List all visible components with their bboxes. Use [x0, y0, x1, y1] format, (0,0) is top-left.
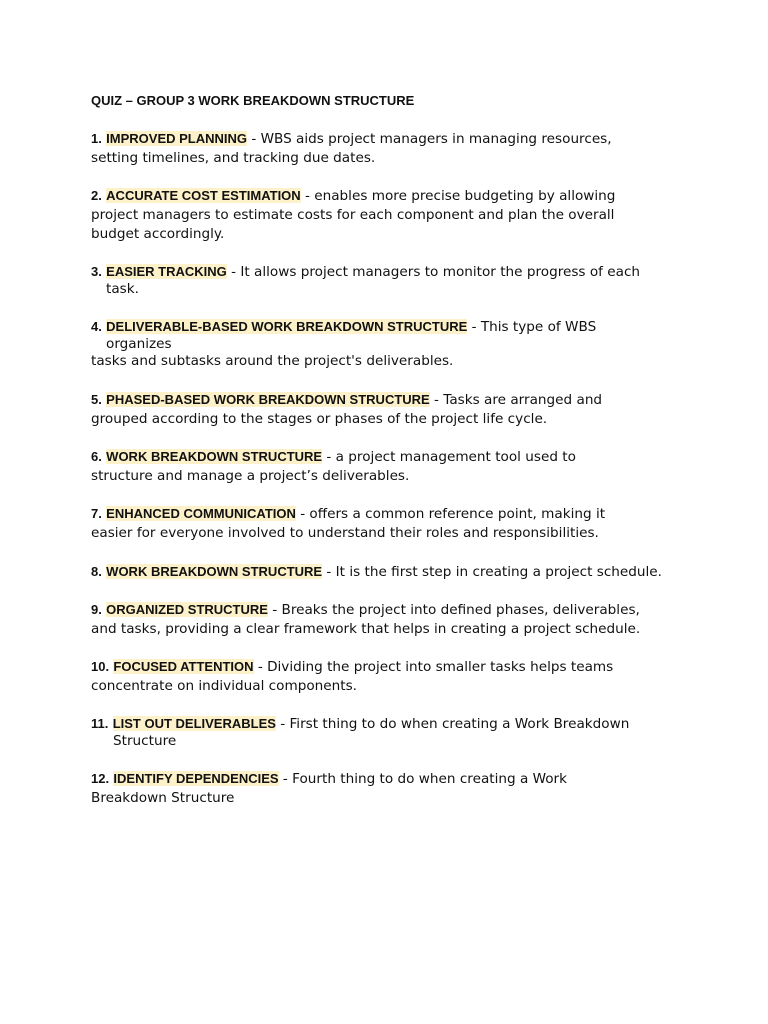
quiz-item-11 — [91, 714, 691, 749]
item-number: 5. — [91, 392, 102, 407]
quiz-item-4 — [91, 317, 691, 371]
item-term: IMPROVED PLANNING — [106, 131, 248, 146]
item-term: DELIVERABLE-BASED WORK BREAKDOWN STRUCTURE — [106, 319, 468, 334]
item-text-line: - Breaks the project into defined phases, deliverables, — [267, 602, 640, 618]
item-text-line: - Fourth thing to do when creating a Work — [278, 771, 568, 787]
item-number: 8. — [91, 564, 102, 579]
item-text-line: - offers a common reference point, making it — [295, 506, 606, 522]
item-number: 2. — [91, 188, 102, 203]
item-number: 6. — [91, 449, 102, 464]
quiz-item-5 — [91, 390, 691, 429]
item-text-line: tasks and subtasks around the project's deliverables. — [91, 353, 454, 369]
item-term: ACCURATE COST ESTIMATION — [106, 188, 301, 203]
item-term: WORK BREAKDOWN STRUCTURE — [106, 564, 323, 579]
quiz-item-12 — [91, 769, 691, 808]
quiz-item-10 — [91, 657, 691, 696]
item-text-line: - Dividing the project into smaller tasks helps teams — [253, 659, 614, 675]
item-term: ENHANCED COMMUNICATION — [106, 506, 296, 521]
quiz-item-3 — [91, 262, 691, 297]
item-number: 3. — [91, 264, 102, 279]
item-text-line: organizes — [106, 336, 172, 352]
item-text-line: - First thing to do when creating a Work Breakdown — [275, 716, 630, 732]
item-term: FOCUSED ATTENTION — [113, 659, 254, 674]
item-text-line: Structure — [113, 733, 177, 749]
item-text-line: structure and manage a project’s deliverables. — [91, 468, 410, 484]
item-text-line: - enables more precise budgeting by allowing — [300, 188, 616, 204]
item-text-line: easier for everyone involved to understand their roles and responsibilities. — [91, 525, 599, 541]
item-text-line: budget accordingly. — [91, 226, 225, 242]
item-term: PHASED-BASED WORK BREAKDOWN STRUCTURE — [106, 392, 430, 407]
item-number: 12. — [91, 771, 110, 786]
item-term: ORGANIZED STRUCTURE — [106, 602, 268, 617]
item-text-line: - a project management tool used to — [322, 449, 576, 465]
item-number: 10. — [91, 659, 110, 674]
item-term: EASIER TRACKING — [106, 264, 227, 279]
item-number: 9. — [91, 602, 102, 617]
item-text-line: task. — [106, 281, 139, 297]
item-term: LIST OUT DELIVERABLES — [112, 716, 276, 731]
item-text-line: Breakdown Structure — [91, 790, 235, 806]
quiz-item-2 — [91, 186, 691, 244]
item-text-line: - Tasks are arranged and — [429, 392, 603, 408]
item-text-line: concentrate on individual components. — [91, 678, 357, 694]
item-text-line: - It allows project managers to monitor the progress of each — [226, 264, 641, 280]
item-text-line: project managers to estimate costs for each component and plan the overall — [91, 207, 615, 223]
item-number: 1. — [91, 131, 102, 146]
item-text-line: - WBS aids project managers in managing resources, — [247, 131, 612, 147]
item-number: 11. — [91, 716, 109, 731]
item-text-line: - It is the first step in creating a project schedule. — [322, 564, 662, 580]
document-title: QUIZ – GROUP 3 WORK BREAKDOWN STRUCTURE — [91, 93, 415, 108]
item-term: IDENTIFY DEPENDENCIES — [113, 771, 279, 786]
quiz-item-7 — [91, 504, 691, 543]
item-text-line: grouped according to the stages or phases of the project life cycle. — [91, 411, 548, 427]
quiz-item-8 — [91, 562, 731, 582]
quiz-item-1 — [91, 129, 691, 168]
item-term: WORK BREAKDOWN STRUCTURE — [106, 449, 323, 464]
item-text-line: and tasks, providing a clear framework that helps in creating a project schedule. — [91, 621, 641, 637]
item-number: 7. — [91, 506, 102, 521]
quiz-item-9 — [91, 600, 691, 639]
quiz-item-6 — [91, 447, 691, 486]
item-text-line: - This type of WBS — [467, 319, 597, 335]
item-text-line: setting timelines, and tracking due dates. — [91, 150, 376, 166]
item-number: 4. — [91, 319, 102, 334]
